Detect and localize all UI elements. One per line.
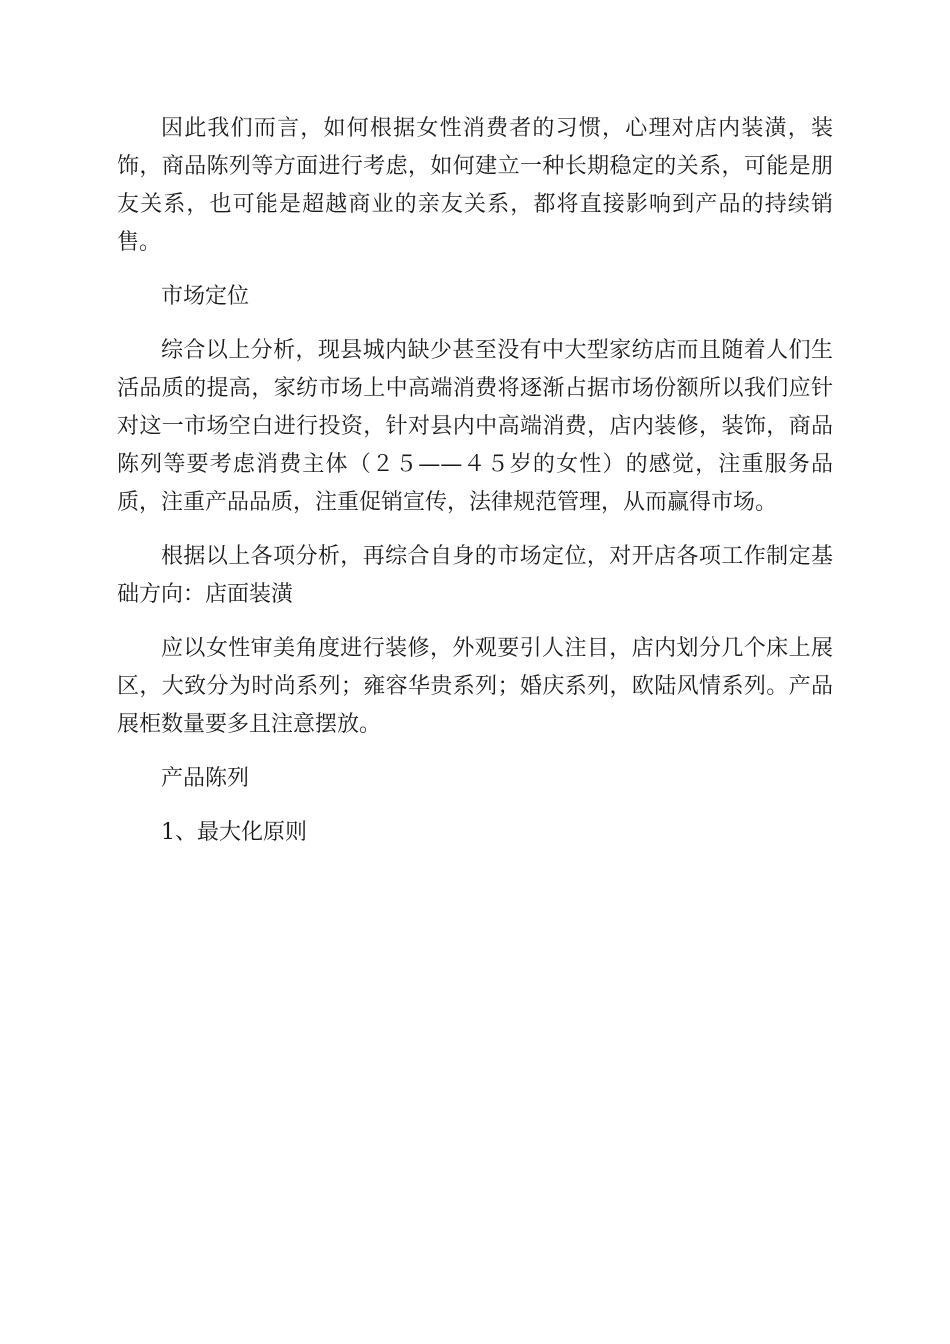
paragraph-market-analysis: 综合以上分析，现县城内缺少甚至没有中大型家纺店而且随着人们生活品质的提高，家纺市场上中高端消费将逐渐占据市场份额所以我们应针对这一市场空白进行投资，针对县内中高端消费，店内装修，装饰，商品陈列等要考虑消费主体（２５——４５岁的女性）的感觉，注重服务品质，注重产品品质，注重促销宣传，法律规范管理，从而赢得市场。 [117,338,833,515]
paragraph-consumer-relationship: 因此我们而言，如何根据女性消费者的习惯，心理对店内装潢，装饰，商品陈列等方面进行考虑，如何建立一种长期稳定的关系，可能是朋友关系，也可能是超越商业的亲友关系，都将直接影响到产品的持续销售。 [117,116,833,255]
paragraph-store-decoration: 应以女性审美角度进行装修，外观要引人注目，店内划分几个床上展区，大致分为时尚系列；雍容华贵系列；婚庆系列，欧陆风情系列。产品展柜数量要多且注意摆放。 [117,636,833,737]
heading-maximization-principle: 1、最大化原则 [161,820,307,845]
heading-market-positioning: 市场定位 [161,284,250,309]
document-page [117,110,833,868]
heading-product-display: 产品陈列 [161,766,250,791]
paragraph-store-direction: 根据以上各项分析，再综合自身的市场定位，对开店各项工作制定基础方向：店面装潢 [117,544,833,607]
